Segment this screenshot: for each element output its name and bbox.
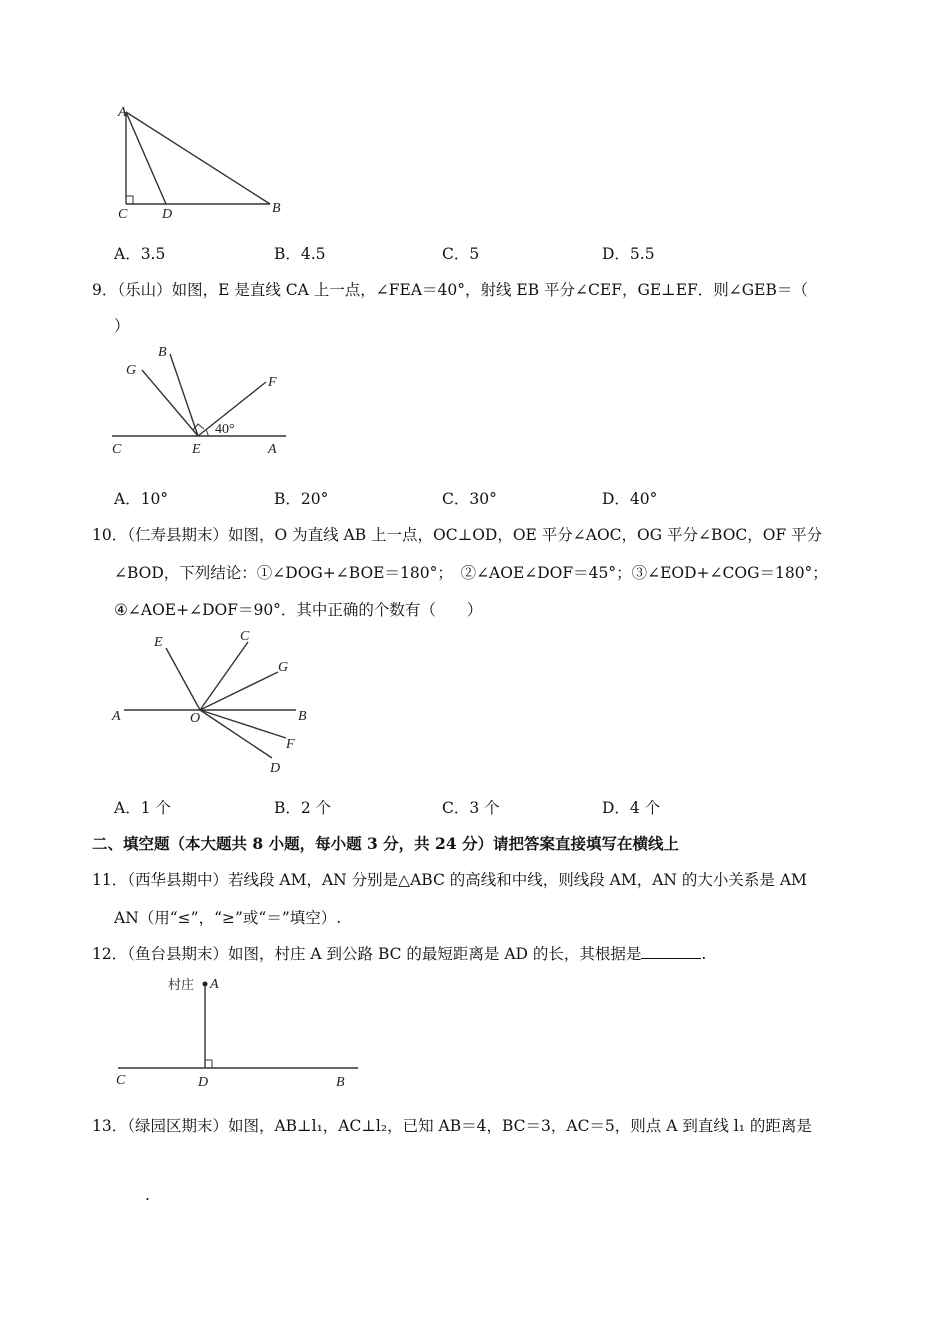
q10-label-g: G xyxy=(278,660,289,675)
q8-label-c: C xyxy=(118,207,128,222)
q9-angle-figure xyxy=(108,340,298,465)
q10-question-text-2: ∠BOD，下列结论：①∠DOG+∠BOE＝180°； ②∠AOE∠DOF＝45°；③∠EOD+∠COG＝180°； xyxy=(114,564,828,582)
q9-label-angle: 40° xyxy=(215,422,235,437)
q9-label-a: A xyxy=(268,442,277,457)
q12-text: 12．（鱼台县期末）如图，村庄 A 到公路 BC 的最短距离是 AD 的长，其根据是 xyxy=(92,945,642,963)
q13-question-text-2: . xyxy=(145,1186,150,1204)
q10-label-f: F xyxy=(286,737,295,752)
q9-option-d: D．40° xyxy=(602,490,658,508)
q10-question-text-3: ④∠AOE+∠DOF＝90°．其中正确的个数有（ ） xyxy=(114,601,483,619)
q9-option-c: C．30° xyxy=(442,490,497,508)
q10-label-o: O xyxy=(190,711,201,726)
q12-text-end: . xyxy=(701,945,707,963)
q9-label-f: F xyxy=(268,375,277,390)
q12-label-d: D xyxy=(198,1075,209,1090)
q8-option-b: B．4.5 xyxy=(274,245,326,263)
q9-label-b: B xyxy=(158,345,167,360)
q10-label-b: B xyxy=(298,709,307,724)
q12-label-b: B xyxy=(336,1075,345,1090)
q9-question-text-cont: ） xyxy=(114,317,130,335)
q12-label-a: A xyxy=(210,977,219,992)
q10-option-d: D．4 个 xyxy=(602,799,661,817)
q12-label-c: C xyxy=(116,1073,126,1088)
q8-option-d: D．5.5 xyxy=(602,245,655,263)
q12-label-village: 村庄 xyxy=(168,978,195,993)
q9-label-e: E xyxy=(192,442,201,457)
q8-triangle-figure xyxy=(110,100,300,225)
section-2-heading: 二、填空题（本大题共 8 小题，每小题 3 分，共 24 分）请把答案直接填写在横线上 xyxy=(92,834,680,853)
q11-question-text: 11．（西华县期中）若线段 AM，AN 分别是△ABC 的高线和中线，则线段 AM，AN 的大小关系是 AM xyxy=(92,871,807,889)
q8-option-c: C．5 xyxy=(442,245,480,263)
q9-option-b: B．20° xyxy=(274,490,329,508)
q10-option-b: B．2 个 xyxy=(274,799,332,817)
q10-option-a: A．1 个 xyxy=(114,799,171,817)
q9-option-a: A．10° xyxy=(114,490,169,508)
q12-question-text xyxy=(92,942,706,964)
q12-village-figure xyxy=(108,970,368,1092)
q10-angle-figure xyxy=(108,624,323,779)
q8-label-b: B xyxy=(272,201,281,216)
q8-option-a: A．3.5 xyxy=(114,245,166,263)
q8-label-a: A xyxy=(118,105,127,120)
q11-question-text-2: AN（用“≤”，“≥”或“＝”填空）. xyxy=(114,909,342,927)
q9-label-g: G xyxy=(126,363,137,378)
q9-question-text: 9．（乐山）如图，E 是直线 CA 上一点，∠FEA＝40°，射线 EB 平分∠CEF，GE⊥EF．则∠GEB＝（ xyxy=(92,281,808,299)
q10-label-d: D xyxy=(270,761,281,776)
q10-option-c: C．3 个 xyxy=(442,799,500,817)
q10-label-c: C xyxy=(240,629,250,644)
q12-answer-blank[interactable] xyxy=(641,944,701,959)
q9-label-c: C xyxy=(112,442,122,457)
q8-label-d: D xyxy=(162,207,173,222)
q10-label-a: A xyxy=(112,709,121,724)
q13-question-text: 13．（绿园区期末）如图，AB⊥l₁，AC⊥l₂，已知 AB＝4，BC＝3，AC＝5，则点 A 到直线 l₁ 的距离是 xyxy=(92,1117,812,1135)
q10-question-text: 10．（仁寿县期末）如图，O 为直线 AB 上一点，OC⊥OD，OE 平分∠AOC，OG 平分∠BOC，OF 平分 xyxy=(92,526,823,544)
q10-label-e: E xyxy=(154,635,163,650)
